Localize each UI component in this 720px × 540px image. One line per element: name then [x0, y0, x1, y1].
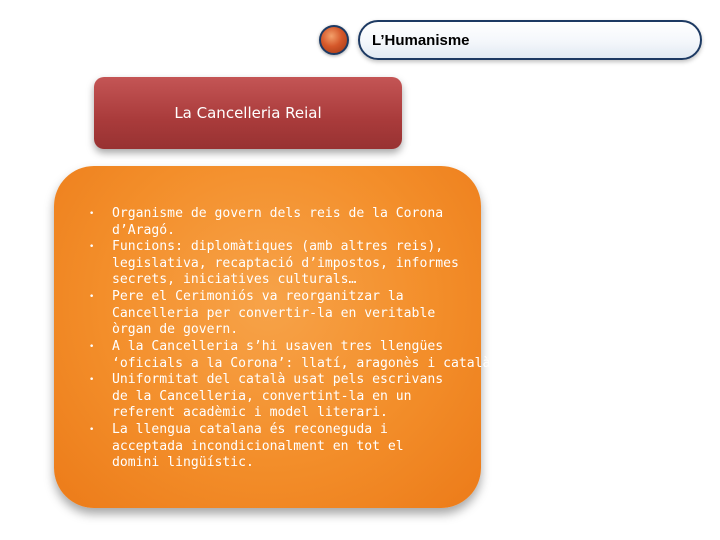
bullet-marker: •	[89, 375, 95, 385]
bullet-marker: •	[89, 425, 95, 435]
header-ball-icon	[319, 25, 349, 55]
bullet-marker: •	[89, 292, 95, 302]
content-box	[54, 166, 499, 508]
bullet-marker: •	[89, 242, 95, 252]
title-box	[94, 77, 402, 149]
bullet-marker: •	[89, 209, 95, 219]
bullet-text: Pere el Cerimoniós va reorganitzar la Cancelleria per convertir-la en veritable òrgan de govern.	[112, 289, 436, 338]
bullet-text: Funcions: diplomàtiques (amb altres reis), legislativa, recaptació d’impostos, informes secrets, iniciatives culturals…	[112, 239, 459, 288]
bullet-text: Uniformitat del català usat pels escrivans de la Cancelleria, convertint-la en un referent acadèmic i model literari.	[112, 372, 444, 421]
bullet-marker: •	[89, 342, 95, 352]
bullet-text: A la Cancelleria s’hi usaven tres llengües ‘oficials a la Corona’: llatí, aragonès i català.	[112, 339, 499, 371]
header-title: L’Humanisme	[372, 32, 470, 49]
bullet-text: Organisme de govern dels reis de la Corona d’Aragó.	[112, 206, 444, 238]
title-box-label: La Cancelleria Reial	[174, 104, 322, 122]
bullet-text: La llengua catalana és reconeguda i acceptada incondicionalment en tot el domini lingüístic.	[112, 422, 404, 471]
header-pill	[358, 20, 702, 60]
